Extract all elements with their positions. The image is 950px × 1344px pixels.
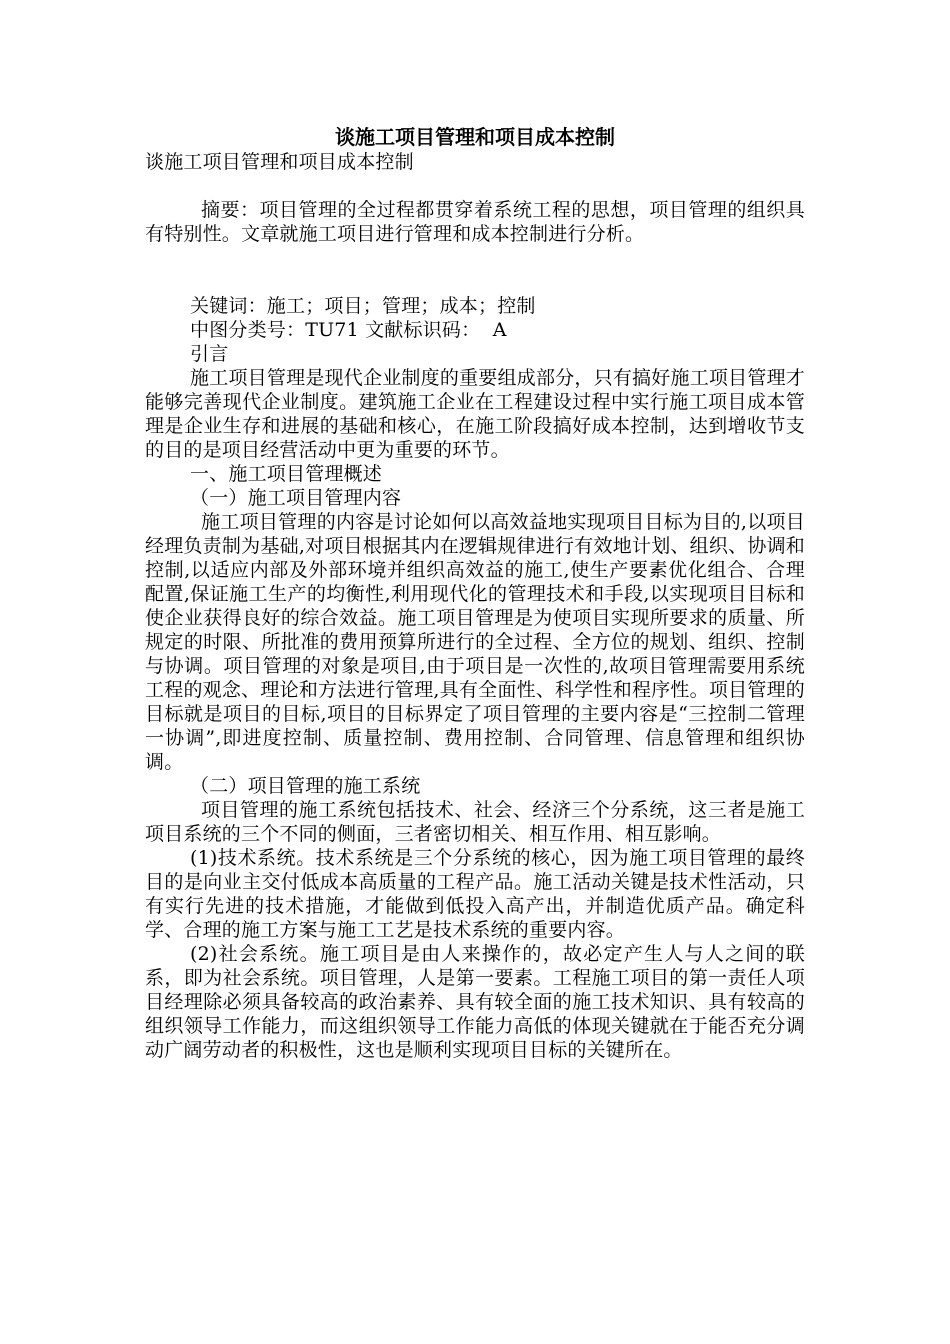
subsection-2-paragraph: 项目管理的施工系统包括技术、社会、经济三个分系统，这三者是施工项目系统的三个不同的侧面，三者密切相关、相互作用、相互影响。 (145, 799, 805, 845)
subsection-1-paragraph: 施工项目管理的内容是讨论如何以高效益地实现项目目标为目的,以项目经理负责制为基础,对项目根据其内在逻辑规律进行有效地计划、组织、协调和控制,以适应内部及外部环境并组织高效益的施工,使生产要素优化组合、合理配置,保证施工生产的均衡性,利用现代化的管理技术和手段,以实现项目目标和使企业获得良好的综合效益。施工项目管理是为使项目实现所要求的质量、所规定的时限、所批准的费用预算所进行的全过程、全方位的规划、组织、控制与协调。项目管理的对象是项目,由于项目是一次性的,故项目管理需要用系统工程的观念、理论和方法进行管理,具有全面性、科学性和程序性。项目管理的目标就是项目的目标,项目的目标界定了项目管理的主要内容是“三控制二管理一协调”,即进度控制、质量控制、费用控制、合同管理、信息管理和组织协调。 (145, 511, 805, 773)
subsection-2-heading: （二）项目管理的施工系统 (190, 775, 421, 797)
keywords-line: 关键词：施工；项目；管理；成本；控制 (190, 295, 536, 317)
intro-heading: 引言 (190, 343, 229, 365)
subsection-1-heading: （一）施工项目管理内容 (190, 487, 402, 509)
document-subtitle: 谈施工项目管理和项目成本控制 (145, 151, 414, 173)
classification-line: 中图分类号：TU71 文献标识码： A (190, 319, 507, 341)
document-title: 谈施工项目管理和项目成本控制 (335, 125, 615, 149)
social-system-paragraph: (2)社会系统。施工项目是由人来操作的，故必定产生人与人之间的联系，即为社会系统。项目管理，人是第一要素。工程施工项目的第一责任人项目经理除必须具备较高的政治素养、具有较全面的施工技术知识、具有较高的组织领导工作能力，而这组织领导工作能力高低的体现关键就在于能否充分调动广阔劳动者的积极性，这也是顺利实现项目目标的关键所在。 (145, 943, 805, 1061)
document-body (145, 150, 805, 1062)
technical-system-paragraph: (1)技术系统。技术系统是三个分系统的核心，因为施工项目管理的最终目的是向业主交付低成本高质量的工程产品。施工活动关键是技术性活动，只有实行先进的技术措施，才能做到低投入高产出，并制造优质产品。确定科学、合理的施工方案与施工工艺是技术系统的重要内容。 (145, 847, 805, 941)
section-1-heading: 一、施工项目管理概述 (190, 463, 383, 485)
intro-paragraph: 施工项目管理是现代企业制度的重要组成部分，只有搞好施工项目管理才能够完善现代企业制度。建筑施工企业在工程建设过程中实行施工项目成本管理是企业生存和进展的基础和核心，在施工阶段搞好成本控制，达到增收节支的目的是项目经营活动中更为重要的环节。 (145, 367, 805, 461)
abstract-paragraph: 摘要：项目管理的全过程都贯穿着系统工程的思想，项目管理的组织具有特别性。文章就施工项目进行管理和成本控制进行分析。 (145, 199, 805, 245)
